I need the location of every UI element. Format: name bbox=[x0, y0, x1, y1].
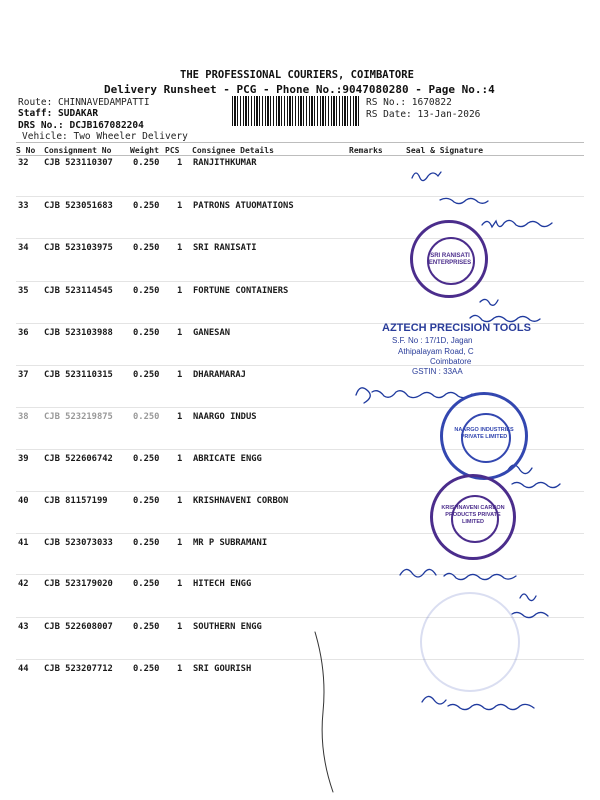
row-consignee: ABRICATE ENGG bbox=[193, 454, 262, 464]
aztech-stamp-gstin: GSTIN : 33AA bbox=[412, 367, 463, 376]
row-consignment: CJB 522606742 bbox=[44, 454, 113, 464]
row-pcs: 1 bbox=[177, 201, 183, 211]
row-sno: 39 bbox=[18, 454, 29, 464]
row-weight: 0.250 bbox=[133, 286, 160, 296]
row-pcs: 1 bbox=[177, 412, 183, 422]
signature-row-34 bbox=[482, 220, 552, 227]
vehicle-label: Vehicle: Two Wheeler Delivery bbox=[22, 131, 188, 142]
row-sno: 44 bbox=[18, 664, 29, 674]
row-sno: 43 bbox=[18, 622, 29, 632]
signature-row-37 bbox=[356, 388, 472, 403]
col-seal-signature: Seal & Signature bbox=[406, 146, 484, 155]
row-weight: 0.250 bbox=[133, 496, 160, 506]
row-consignee: SOUTHERN ENGG bbox=[193, 622, 262, 632]
col-pcs: PCS bbox=[165, 146, 180, 155]
col-consignee: Consignee Details bbox=[192, 146, 274, 155]
row-sno: 38 bbox=[18, 412, 29, 422]
sri-ranisati-stamp bbox=[410, 220, 488, 298]
row-sno: 40 bbox=[18, 496, 29, 506]
row-pcs: 1 bbox=[177, 496, 183, 506]
row-weight: 0.250 bbox=[133, 370, 160, 380]
signature-row-36 bbox=[470, 299, 540, 321]
aztech-stamp-address-1: S.F. No : 17/1D, Jagan bbox=[392, 336, 473, 345]
krishnaveni-stamp bbox=[430, 474, 516, 560]
row-sno: 37 bbox=[18, 370, 29, 380]
row-consignment: CJB 523051683 bbox=[44, 201, 113, 211]
row-pcs: 1 bbox=[177, 454, 183, 464]
row-pcs: 1 bbox=[177, 370, 183, 380]
naargo-stamp bbox=[440, 392, 528, 480]
row-weight: 0.250 bbox=[133, 158, 160, 168]
row-pcs: 1 bbox=[177, 538, 183, 548]
company-title: THE PROFESSIONAL COURIERS, COIMBATORE bbox=[180, 69, 414, 81]
row-consignee: HITECH ENGG bbox=[193, 579, 252, 589]
row-weight: 0.250 bbox=[133, 664, 160, 674]
row-pcs: 1 bbox=[177, 664, 183, 674]
row-consignee: NAARGO INDUS bbox=[193, 412, 257, 422]
signature-row-32 bbox=[412, 172, 488, 204]
row-sno: 35 bbox=[18, 286, 29, 296]
signature-row-39 bbox=[508, 465, 560, 488]
krishnaveni-stamp-text: KRISHNAVENI CARBON PRODUCTS PRIVATE LIMITED bbox=[441, 505, 505, 525]
signature-row-42 bbox=[400, 569, 516, 579]
row-consignment: CJB 81157199 bbox=[44, 496, 108, 506]
aztech-stamp-address-2: Athipalayam Road, C bbox=[398, 347, 474, 356]
row-weight: 0.250 bbox=[133, 328, 160, 338]
row-consignee: FORTUNE CONTAINERS bbox=[193, 286, 289, 296]
row-consignee: PATRONS ATUOMATIONS bbox=[193, 201, 294, 211]
staff-label: Staff: SUDAKAR bbox=[18, 108, 99, 119]
row-consignment: CJB 523073033 bbox=[44, 538, 113, 548]
row-sno: 32 bbox=[18, 158, 29, 168]
row-consignment: CJB 523110315 bbox=[44, 370, 113, 380]
col-remarks: Remarks bbox=[349, 146, 383, 155]
row-consignment: CJB 523179020 bbox=[44, 579, 113, 589]
row-consignment: CJB 523103988 bbox=[44, 328, 113, 338]
row-weight: 0.250 bbox=[133, 412, 160, 422]
route-label: Route: CHINNAVEDAMPATTI bbox=[18, 97, 150, 108]
faint-stamp bbox=[420, 592, 520, 692]
row-pcs: 1 bbox=[177, 328, 183, 338]
row-consignment: CJB 523207712 bbox=[44, 664, 113, 674]
row-pcs: 1 bbox=[177, 243, 183, 253]
row-consignee: GANESAN bbox=[193, 328, 231, 338]
row-pcs: 1 bbox=[177, 286, 183, 296]
sri-ranisati-stamp-text: SRI RANISATI ENTERPRISES bbox=[428, 253, 472, 266]
row-weight: 0.250 bbox=[133, 243, 160, 253]
row-weight: 0.250 bbox=[133, 579, 160, 589]
row-consignee: SRI GOURISH bbox=[193, 664, 252, 674]
row-consignment: CJB 523219875 bbox=[44, 412, 113, 422]
row-weight: 0.250 bbox=[133, 454, 160, 464]
aztech-stamp-title: AZTECH PRECISION TOOLS bbox=[382, 322, 531, 334]
aztech-stamp-address-3: Coimbatore bbox=[430, 357, 472, 366]
row-consignee: SRI RANISATI bbox=[193, 243, 257, 253]
row-consignment: CJB 523103975 bbox=[44, 243, 113, 253]
col-sno: S No bbox=[16, 146, 36, 155]
col-consignment: Consignment No bbox=[44, 146, 112, 155]
row-weight: 0.250 bbox=[133, 201, 160, 211]
row-sno: 36 bbox=[18, 328, 29, 338]
drs-number: DRS No.: DCJB167082204 bbox=[18, 120, 144, 131]
row-weight: 0.250 bbox=[133, 538, 160, 548]
pen-stroke bbox=[315, 632, 333, 792]
naargo-stamp-text: NAARGO INDUSTRIES PRIVATE LIMITED bbox=[454, 427, 514, 440]
row-sno: 41 bbox=[18, 538, 29, 548]
row-consignee: MR P SUBRAMANI bbox=[193, 538, 268, 548]
row-pcs: 1 bbox=[177, 622, 183, 632]
signature-row-44 bbox=[422, 696, 534, 709]
row-sno: 42 bbox=[18, 579, 29, 589]
row-consignee: DHARAMARAJ bbox=[193, 370, 246, 380]
col-weight: Weight bbox=[130, 146, 159, 155]
row-consignee: RANJITHKUMAR bbox=[193, 158, 257, 168]
rs-date: RS Date: 13-Jan-2026 bbox=[366, 109, 481, 120]
row-consignee: KRISHNAVENI CORBON bbox=[193, 496, 289, 506]
row-sno: 33 bbox=[18, 201, 29, 211]
signature-row-43 bbox=[512, 594, 548, 618]
row-consignment: CJB 523110307 bbox=[44, 158, 113, 168]
row-sno: 34 bbox=[18, 243, 29, 253]
runsheet-title: Delivery Runsheet - PCG - Phone No.:9047080280 - Page No.:4 bbox=[104, 83, 495, 96]
row-weight: 0.250 bbox=[133, 622, 160, 632]
row-consignment: CJB 522608007 bbox=[44, 622, 113, 632]
rs-number: RS No.: 1670822 bbox=[366, 97, 452, 108]
row-consignment: CJB 523114545 bbox=[44, 286, 113, 296]
row-pcs: 1 bbox=[177, 158, 183, 168]
row-pcs: 1 bbox=[177, 579, 183, 589]
